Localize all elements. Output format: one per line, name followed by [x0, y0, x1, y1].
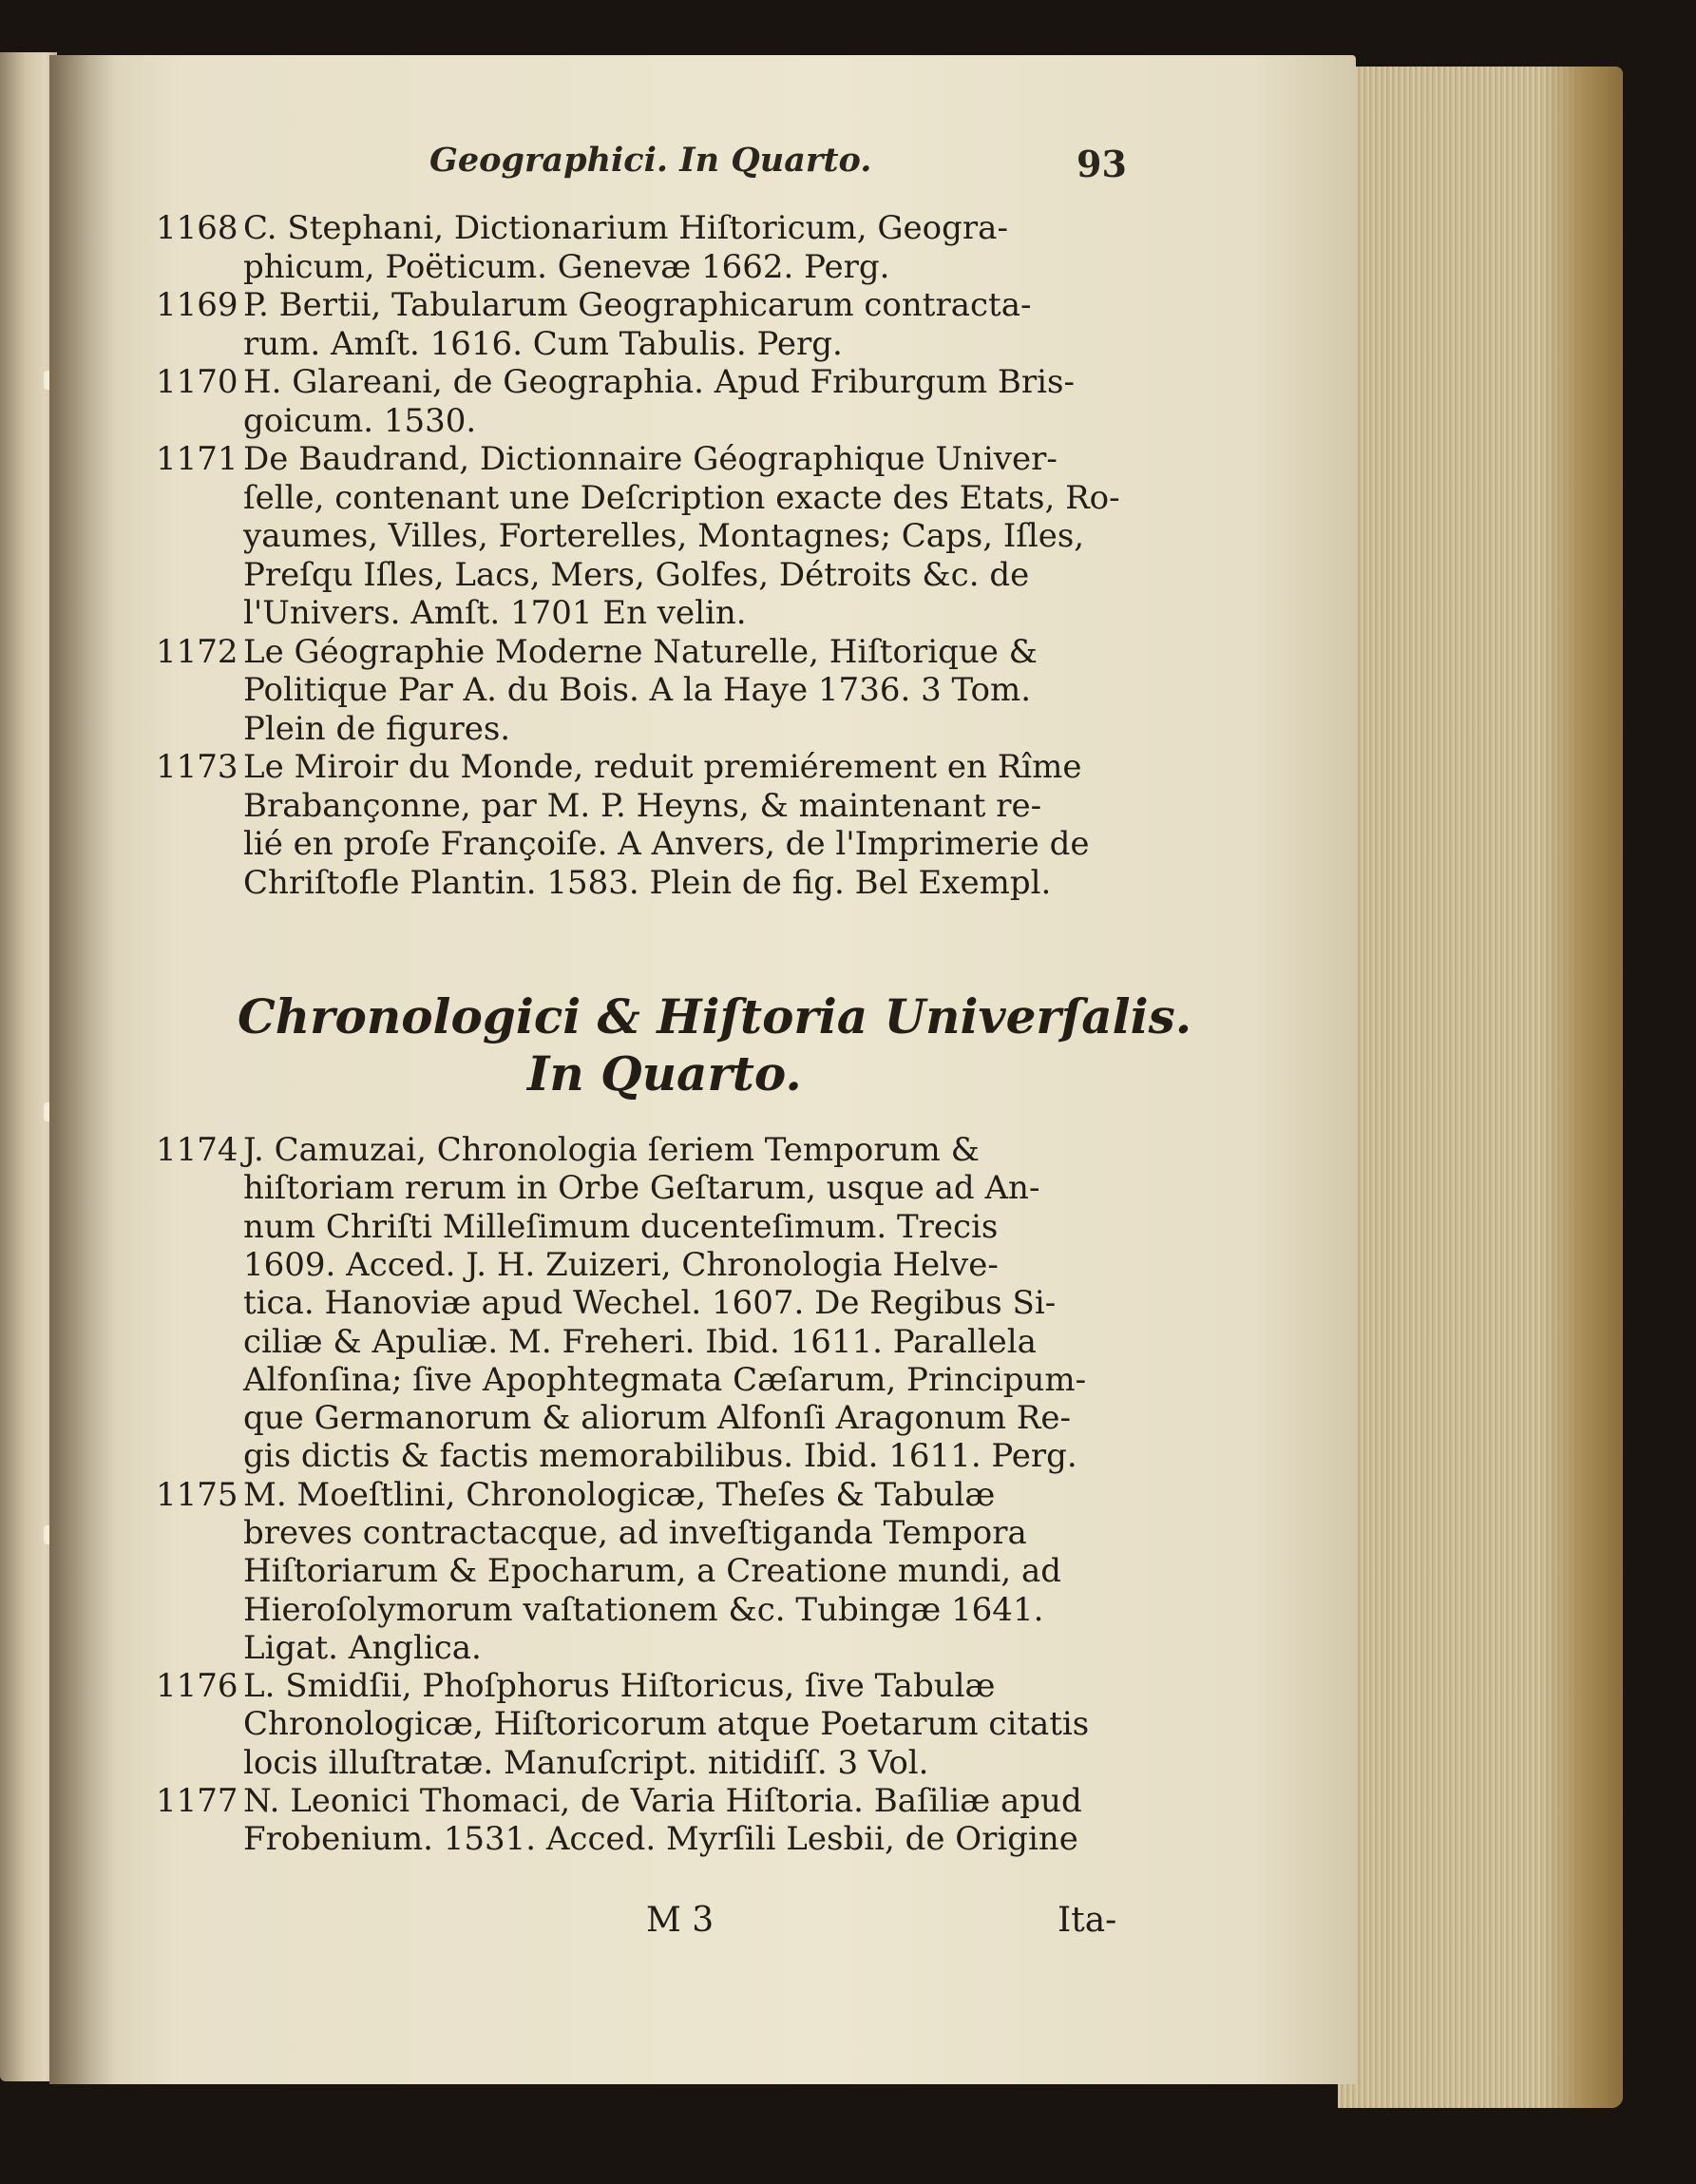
- entry-line: phicum, Poëticum. Genevæ 1662. Perg.: [243, 247, 890, 286]
- entry-line: Preſqu Iſles, Lacs, Mers, Golfes, Détroits &c. de: [243, 555, 1030, 594]
- entry-number: 1170: [156, 363, 238, 401]
- catchword: Ita-: [1058, 1901, 1117, 1940]
- entry-line: l'Univers. Amſt. 1701 En velin.: [243, 594, 747, 632]
- entry-line: C. Stephani, Dictionarium Hiſtoricum, Geogra-: [243, 209, 1008, 247]
- entry-number: 1168: [156, 209, 238, 247]
- section-heading: Chronologici & Hiſtoria Univerſalis.: [238, 988, 1192, 1044]
- entry-line: gis dictis & factis memorabilibus. Ibid. 1611. Perg.: [243, 1437, 1077, 1476]
- entry-line: L. Smidſii, Phoſphorus Hiſtoricus, ſive Tabulæ: [243, 1667, 996, 1706]
- entry-line: hiſtoriam rerum in Orbe Geſtarum, usque ad An-: [243, 1169, 1040, 1208]
- running-head: Geographici. In Quarto.: [429, 141, 872, 180]
- entry-line: Hieroſolymorum vaſtationem &c. Tubingæ 1641.: [243, 1590, 1044, 1629]
- entry-line: yaumes, Villes, Forterelles, Montagnes; Caps, Iſles,: [243, 517, 1085, 555]
- entry-line: Chronologicæ, Hiſtoricorum atque Poetarum citatis: [243, 1705, 1090, 1744]
- entry-line: Chriſtofle Plantin. 1583. Plein de fig. Bel Exempl.: [243, 863, 1052, 902]
- entry-number: 1173: [156, 748, 238, 786]
- entry-line: ciliæ & Apuliæ. M. Freheri. Ibid. 1611. Parallela: [243, 1322, 1037, 1361]
- entry-line: 1609. Acced. J. H. Zuizeri, Chronologia Helve-: [243, 1245, 999, 1284]
- signature-mark: M 3: [646, 1901, 715, 1940]
- entry-line: P. Bertii, Tabularum Geographicarum contracta-: [243, 286, 1032, 324]
- entry-number: 1169: [156, 286, 238, 324]
- entry-line: Le Géographie Moderne Naturelle, Hiſtorique &: [243, 632, 1038, 671]
- entry-line: Ligat. Anglica.: [243, 1628, 482, 1667]
- entry-line: Alfonſina; ſive Apophtegmata Cæſarum, Principum-: [243, 1360, 1087, 1399]
- entry-line: Frobenium. 1531. Acced. Myrſili Lesbii, de Origine: [243, 1820, 1078, 1859]
- entry-line: N. Leonici Thomaci, de Varia Hiſtoria. Baſiliæ apud: [243, 1782, 1082, 1821]
- entry-line: tica. Hanoviæ apud Wechel. 1607. De Regibus Si-: [243, 1284, 1057, 1323]
- entry-number: 1175: [156, 1475, 238, 1514]
- entry-line: que Germanorum & aliorum Alfonſi Aragonum Re-: [243, 1399, 1071, 1438]
- section-subheading: In Quarto.: [527, 1045, 802, 1102]
- entry-number: 1171: [156, 440, 238, 478]
- entry-number: 1172: [156, 632, 238, 671]
- page-number: 93: [1077, 143, 1127, 185]
- entry-line: goicum. 1530.: [243, 401, 477, 440]
- entry-line: ſelle, contenant une Deſcription exacte des Etats, Ro-: [243, 478, 1120, 517]
- entry-line: Politique Par A. du Bois. A la Haye 1736. 3 Tom.: [243, 671, 1032, 709]
- entry-line: lié en proſe Françoiſe. A Anvers, de l'Imprimerie de: [243, 825, 1090, 863]
- entry-line: Hiſtoriarum & Epocharum, a Creatione mundi, ad: [243, 1552, 1062, 1591]
- entry-line: H. Glareani, de Geographia. Apud Friburgum Bris-: [243, 363, 1075, 401]
- entry-line: breves contractacque, ad inveſtiganda Tempora: [243, 1513, 1027, 1552]
- entry-number: 1177: [156, 1782, 238, 1821]
- entry-line: Le Miroir du Monde, reduit premiérement en Rîme: [243, 748, 1082, 786]
- entry-line: De Baudrand, Dictionnaire Géographique Univer-: [243, 440, 1058, 478]
- entry-line: M. Moeſtlini, Chronologicæ, Theſes & Tabulæ: [243, 1475, 996, 1514]
- entry-line: num Chriſti Milleſimum ducenteſimum. Trecis: [243, 1207, 999, 1246]
- entry-line: Plein de figures.: [243, 709, 511, 748]
- entry-number: 1176: [156, 1667, 238, 1706]
- entry-line: rum. Amſt. 1616. Cum Tabulis. Perg.: [243, 324, 843, 363]
- entry-line: J. Camuzai, Chronologia ſeriem Temporum &: [243, 1131, 980, 1169]
- entry-number: 1174: [156, 1131, 238, 1169]
- entry-line: Brabançonne, par M. P. Heyns, & maintenant re-: [243, 786, 1042, 825]
- entry-line: locis illuſtratæ. Manuſcript. nitidiſſ. 3 Vol.: [243, 1743, 929, 1782]
